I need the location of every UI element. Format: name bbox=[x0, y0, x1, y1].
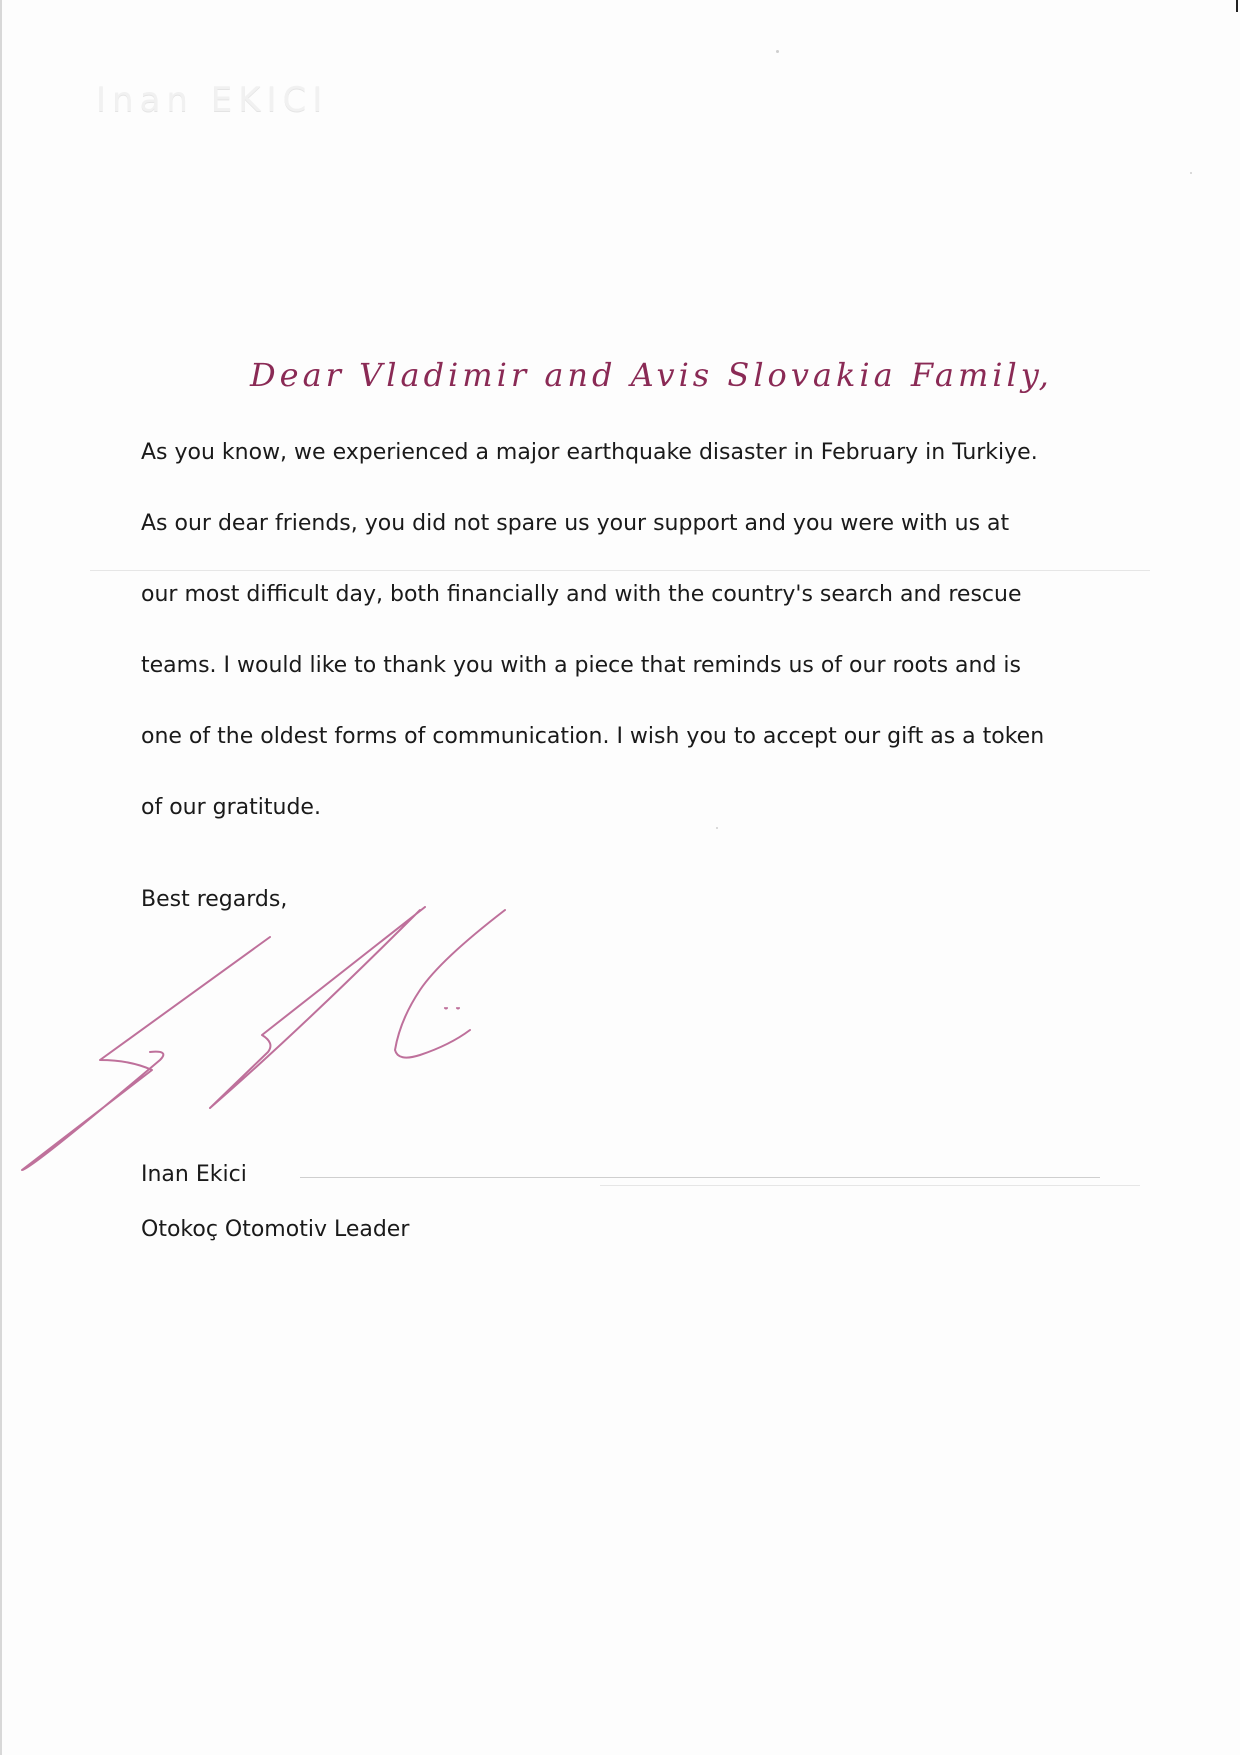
body-line: As our dear friends, you did not spare us your support and you were with us at bbox=[141, 511, 1010, 536]
body-line: teams. I would like to thank you with a piece that reminds us of our roots and is bbox=[141, 653, 1022, 678]
letter-body bbox=[141, 438, 1091, 864]
body-line: one of the oldest forms of communication. I wish you to accept our gift as a token bbox=[141, 724, 1045, 749]
body-line: of our gratitude. bbox=[141, 795, 321, 820]
signature-line bbox=[300, 1177, 1100, 1178]
fold-line bbox=[600, 1185, 1140, 1186]
paper-speck bbox=[1190, 172, 1192, 174]
embossed-letterhead: Inan EKICI bbox=[96, 80, 329, 120]
body-line: As you know, we experienced a major earthquake disaster in February in Turkiye. bbox=[141, 440, 1038, 465]
scan-mark bbox=[1236, 0, 1238, 12]
page-edge bbox=[0, 0, 2, 1755]
signer-role: Otokoç Otomotiv Leader bbox=[141, 1217, 410, 1242]
signer-name: Inan Ekici bbox=[141, 1162, 247, 1187]
closing-line: Best regards, bbox=[141, 887, 288, 912]
body-line: our most difficult day, both financially and with the country's search and rescue bbox=[141, 582, 1022, 607]
handwritten-greeting: Dear Vladimir and Avis Slovakia Family, bbox=[250, 356, 1053, 394]
paper-speck bbox=[776, 50, 779, 53]
handwritten-signature bbox=[0, 880, 560, 1180]
